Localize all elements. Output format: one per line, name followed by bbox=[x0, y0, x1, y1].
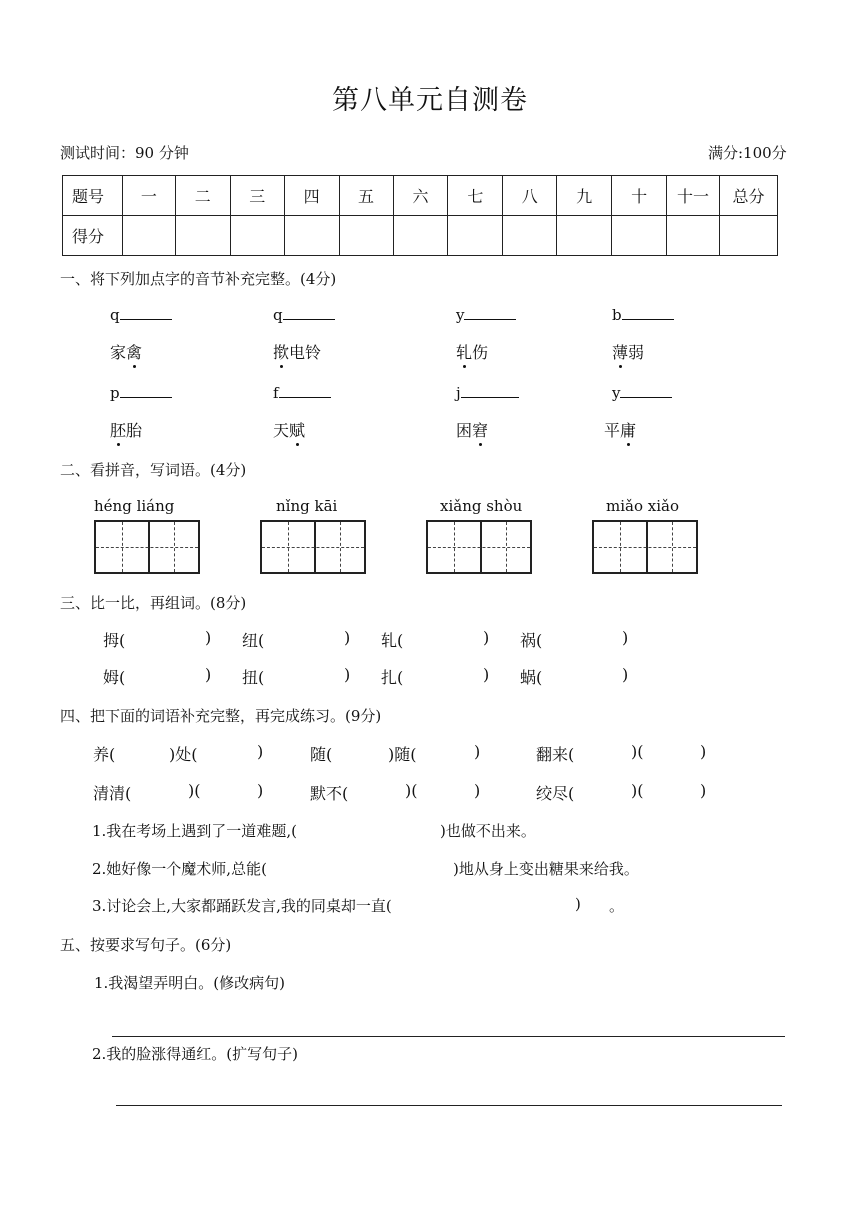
writing-grid[interactable] bbox=[426, 520, 532, 574]
compare-char: 姆( bbox=[103, 668, 126, 687]
answer-line[interactable] bbox=[112, 1036, 785, 1037]
pinyin-initial: j bbox=[456, 384, 461, 402]
paren-close: ) bbox=[483, 665, 490, 684]
pinyin-initial: p bbox=[110, 384, 120, 402]
score-header-cell: 一 bbox=[122, 176, 175, 216]
compare-char: 轧( bbox=[381, 631, 404, 650]
fill-question-3-end: 。 bbox=[609, 897, 625, 915]
pinyin-blank[interactable] bbox=[110, 306, 172, 324]
word-item: 轧伤 bbox=[456, 340, 488, 363]
fill-question-2: 2.她好像一个魔术师,总能( bbox=[92, 860, 267, 878]
idiom-part: ) bbox=[474, 781, 481, 800]
writing-grid[interactable] bbox=[260, 520, 366, 574]
score-cell[interactable] bbox=[339, 216, 393, 256]
score-header-cell: 五 bbox=[339, 176, 393, 216]
idiom-part: 绞尽( bbox=[536, 784, 575, 803]
score-cell[interactable] bbox=[175, 216, 230, 256]
idiom-part: ) bbox=[700, 781, 707, 800]
score-header-cell: 八 bbox=[503, 176, 557, 216]
paren-close: ) bbox=[344, 628, 351, 647]
pinyin-initial: f bbox=[273, 384, 279, 402]
writing-grid[interactable] bbox=[592, 520, 698, 574]
pinyin-initial: y bbox=[612, 384, 621, 402]
pinyin-label: nǐng kāi bbox=[276, 497, 338, 515]
pinyin-initial: b bbox=[612, 306, 622, 324]
idiom-part: 默不( bbox=[310, 784, 349, 803]
sentence-task-1: 1.我渴望弄明白。(修改病句) bbox=[94, 974, 286, 992]
answer-line[interactable] bbox=[116, 1105, 782, 1106]
writing-grid[interactable] bbox=[94, 520, 200, 574]
idiom-part: )( bbox=[631, 781, 644, 800]
pinyin-blank[interactable] bbox=[273, 306, 335, 324]
paren-close: ) bbox=[483, 628, 490, 647]
compare-char: 拇( bbox=[103, 631, 126, 650]
pinyin-blank[interactable] bbox=[456, 384, 519, 402]
paren-close: ) bbox=[205, 665, 212, 684]
idiom-part: )处( bbox=[169, 745, 198, 764]
score-header-cell: 九 bbox=[557, 176, 612, 216]
idiom-part: ) bbox=[257, 781, 264, 800]
word-item: 家禽 bbox=[110, 340, 142, 363]
section3-heading: 三、比一比，再组词。(8分) bbox=[60, 594, 247, 612]
pinyin-label: héng liáng bbox=[94, 497, 175, 515]
score-header-cell: 总分 bbox=[719, 176, 777, 216]
pinyin-initial: y bbox=[456, 306, 465, 324]
score-cell[interactable] bbox=[719, 216, 777, 256]
idiom-part: 养( bbox=[93, 745, 116, 764]
score-cell[interactable] bbox=[393, 216, 448, 256]
paren-close: ) bbox=[205, 628, 212, 647]
score-value-row bbox=[63, 216, 778, 256]
pinyin-blank[interactable] bbox=[110, 384, 172, 402]
compare-char: 扭( bbox=[242, 668, 265, 687]
score-header-cell: 十一 bbox=[667, 176, 720, 216]
fill-question-3: 3.讨论会上,大家都踊跃发言,我的同桌却一直( bbox=[92, 897, 392, 915]
idiom-part: 清清( bbox=[93, 784, 132, 803]
score-row-label: 得分 bbox=[63, 216, 123, 256]
idiom-part: )( bbox=[405, 781, 418, 800]
compare-char: 扎( bbox=[381, 668, 404, 687]
section5-heading: 五、按要求写句子。(6分) bbox=[60, 936, 232, 954]
idiom-part: 翻来( bbox=[536, 745, 575, 764]
score-cell[interactable] bbox=[667, 216, 720, 256]
score-header-cell: 四 bbox=[284, 176, 339, 216]
page-title: 第八单元自测卷 bbox=[332, 85, 528, 116]
compare-char: 纽( bbox=[242, 631, 265, 650]
fill-question-3-paren: ) bbox=[575, 895, 581, 913]
score-header-cell: 六 bbox=[393, 176, 448, 216]
score-cell[interactable] bbox=[122, 216, 175, 256]
score-cell[interactable] bbox=[557, 216, 612, 256]
word-item: 天赋 bbox=[273, 418, 305, 441]
idiom-part: ) bbox=[257, 742, 264, 761]
paren-close: ) bbox=[622, 665, 629, 684]
score-header-cell: 二 bbox=[175, 176, 230, 216]
fill-question-2-end: )地从身上变出糖果来给我。 bbox=[453, 860, 639, 878]
full-score: 满分:100分 bbox=[708, 144, 787, 162]
pinyin-blank[interactable] bbox=[612, 384, 672, 402]
score-table bbox=[62, 175, 778, 256]
sentence-task-2: 2.我的脸涨得通红。(扩写句子) bbox=[92, 1045, 299, 1063]
compare-char: 祸( bbox=[520, 631, 543, 650]
section2-heading: 二、看拼音，写词语。(4分) bbox=[60, 461, 247, 479]
word-item: 揿电铃 bbox=[273, 340, 321, 363]
score-cell[interactable] bbox=[503, 216, 557, 256]
idiom-part: 随( bbox=[310, 745, 333, 764]
pinyin-label: miǎo xiǎo bbox=[606, 497, 679, 515]
idiom-part: )( bbox=[631, 742, 644, 761]
score-header-cell: 题号 bbox=[63, 176, 123, 216]
paren-close: ) bbox=[622, 628, 629, 647]
score-header-row bbox=[63, 176, 778, 216]
pinyin-label: xiǎng shòu bbox=[440, 497, 523, 515]
score-header-cell: 七 bbox=[448, 176, 503, 216]
word-item: 困窘 bbox=[456, 418, 488, 441]
pinyin-initial: q bbox=[273, 306, 283, 324]
score-header-cell: 十 bbox=[612, 176, 667, 216]
score-cell[interactable] bbox=[612, 216, 667, 256]
word-item: 薄弱 bbox=[612, 340, 644, 363]
pinyin-blank[interactable] bbox=[273, 384, 331, 402]
word-item: 平庸 bbox=[604, 418, 636, 441]
score-cell[interactable] bbox=[230, 216, 284, 256]
pinyin-blank[interactable] bbox=[456, 306, 516, 324]
idiom-part: ) bbox=[474, 742, 481, 761]
pinyin-blank[interactable] bbox=[612, 306, 674, 324]
section1-heading: 一、将下列加点字的音节补充完整。(4分) bbox=[60, 270, 337, 288]
section4-heading: 四、把下面的词语补充完整，再完成练习。(9分) bbox=[60, 707, 382, 725]
pinyin-initial: q bbox=[110, 306, 120, 324]
fill-question-1-end: )也做不出来。 bbox=[440, 822, 536, 840]
score-header-cell: 三 bbox=[230, 176, 284, 216]
idiom-part: )( bbox=[188, 781, 201, 800]
compare-char: 蜗( bbox=[520, 668, 543, 687]
idiom-part: )随( bbox=[388, 745, 417, 764]
fill-question-1: 1.我在考场上遇到了一道难题,( bbox=[92, 822, 297, 840]
idiom-part: ) bbox=[700, 742, 707, 761]
test-time: 测试时间：90 分钟 bbox=[60, 144, 189, 162]
score-cell[interactable] bbox=[448, 216, 503, 256]
paren-close: ) bbox=[344, 665, 351, 684]
word-item: 胚胎 bbox=[110, 418, 142, 441]
score-cell[interactable] bbox=[284, 216, 339, 256]
